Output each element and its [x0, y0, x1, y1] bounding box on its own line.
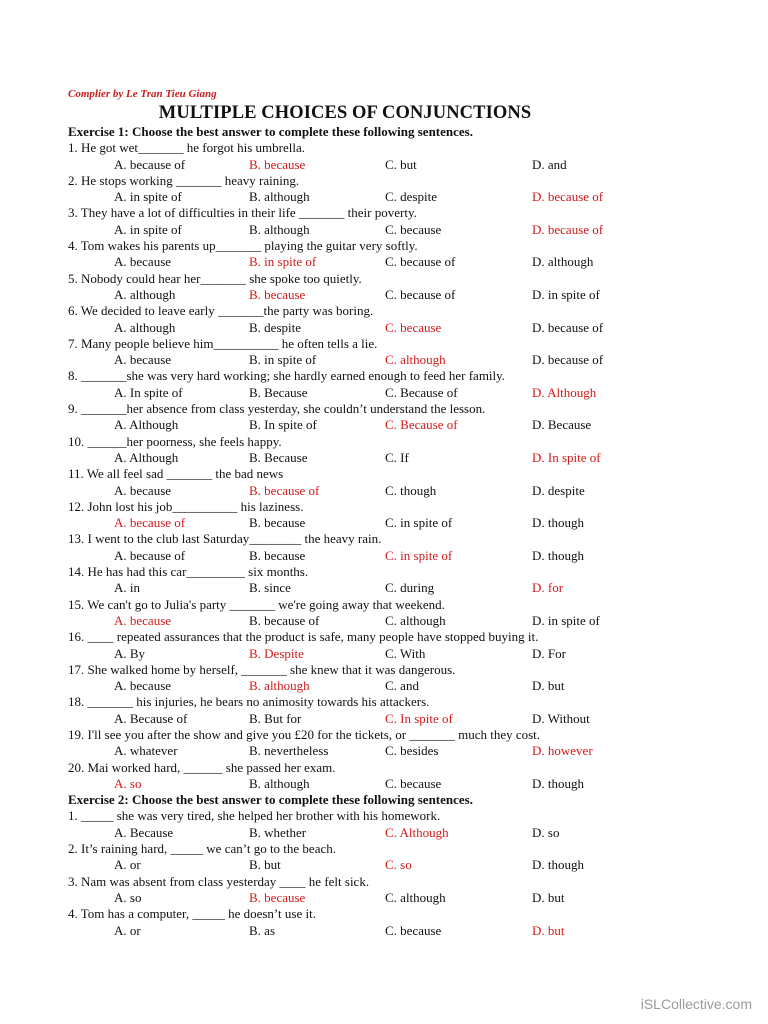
- option-d: D. in spite of: [532, 286, 600, 302]
- exercise-2: [68, 792, 628, 939]
- option-b: B. In spite of: [249, 417, 317, 433]
- option-c: C. because: [385, 775, 442, 791]
- option-d-correct: D. for: [532, 580, 564, 596]
- option-a: A. because: [114, 482, 172, 498]
- option-b: B. But for: [249, 710, 302, 726]
- answer-options: [68, 483, 628, 499]
- question-text: 3. Nam was absent from class yesterday ____ he felt sick.: [68, 873, 370, 889]
- question-text: 13. I went to the club last Saturday________ the heavy rain.: [68, 531, 382, 547]
- option-c-correct: C. although: [385, 352, 446, 368]
- option-b-correct: B. because: [249, 156, 306, 172]
- question-text: 5. Nobody could hear her_______ she spoke too quietly.: [68, 270, 362, 286]
- option-a: A. By: [114, 645, 146, 661]
- option-b: B. nevertheless: [249, 743, 329, 759]
- option-d: D. so: [532, 824, 560, 840]
- option-d: D. For: [532, 645, 566, 661]
- option-a: A. because of: [114, 547, 186, 563]
- answer-options: [68, 254, 628, 270]
- option-b: B. as: [249, 922, 275, 938]
- option-b-correct: B. in spite of: [249, 254, 317, 270]
- option-c-correct: C. In spite of: [385, 710, 453, 726]
- option-a: A. Although: [114, 417, 179, 433]
- compiler-credit: Complier by Le Tran Tieu Giang: [68, 88, 217, 100]
- option-c: C. If: [385, 449, 409, 465]
- exercises-container: [68, 124, 628, 939]
- question-text: 9. _______her absence from class yesterday, she couldn’t understand the lesson.: [68, 401, 486, 417]
- option-a: A. because: [114, 678, 172, 694]
- answer-options: [68, 157, 628, 173]
- question-text: 7. Many people believe him__________ he often tells a lie.: [68, 335, 378, 351]
- option-c: C. despite: [385, 189, 437, 205]
- option-a: A. because: [114, 254, 172, 270]
- question-text: 15. We can't go to Julia's party _______ we're going away that weekend.: [68, 596, 445, 612]
- option-b-correct: B. because: [249, 286, 306, 302]
- question-text: 11. We all feel sad _______ the bad news: [68, 466, 284, 482]
- option-b-correct: B. although: [249, 678, 310, 694]
- option-a: A. Although: [114, 449, 179, 465]
- answer-options: [68, 857, 628, 873]
- option-c: C. in spite of: [385, 515, 453, 531]
- option-b: B. despite: [249, 319, 301, 335]
- option-d: D. and: [532, 156, 567, 172]
- option-d: D. but: [532, 678, 565, 694]
- option-a: A. in spite of: [114, 221, 182, 237]
- answer-options: [68, 385, 628, 401]
- question-text: 6. We decided to leave early _______the party was boring.: [68, 303, 374, 319]
- option-a-correct: A. so: [114, 775, 142, 791]
- question-text: 17. She walked home by herself, _______ she knew that it was dangerous.: [68, 661, 456, 677]
- question-text: 20. Mai worked hard, ______ she passed her exam.: [68, 759, 336, 775]
- option-d-correct: D. because of: [532, 189, 604, 205]
- option-d: D. because of: [532, 319, 604, 335]
- answer-options: [68, 222, 628, 238]
- option-d: D. though: [532, 857, 584, 873]
- answer-options: [68, 450, 628, 466]
- answer-options: [68, 678, 628, 694]
- option-b: B. because: [249, 547, 306, 563]
- exercise-heading: Exercise 2: Choose the best answer to complete these following sentences.: [68, 792, 473, 808]
- option-c: C. during: [385, 580, 435, 596]
- option-d: D. Without: [532, 710, 590, 726]
- option-c: C. although: [385, 889, 446, 905]
- option-d-correct: D. In spite of: [532, 449, 601, 465]
- question-text: 8. _______she was very hard working; she hardly earned enough to feed her family.: [68, 368, 506, 384]
- option-c: C. and: [385, 678, 419, 694]
- option-d: D. though: [532, 547, 584, 563]
- option-b: B. although: [249, 189, 310, 205]
- answer-options: [68, 417, 628, 433]
- answer-options: [68, 352, 628, 368]
- answer-options: [68, 189, 628, 205]
- option-a: A. or: [114, 922, 141, 938]
- option-c: C. With: [385, 645, 426, 661]
- option-d-correct: D. Although: [532, 384, 597, 400]
- option-d: D. in spite of: [532, 612, 600, 628]
- question-text: 1. He got wet_______ he forgot his umbrella.: [68, 140, 305, 156]
- option-b: B. Because: [249, 384, 308, 400]
- option-c: C. because: [385, 922, 442, 938]
- option-b: B. but: [249, 857, 281, 873]
- option-c: C. because of: [385, 254, 456, 270]
- question-text: 4. Tom has a computer, _____ he doesn’t use it.: [68, 906, 316, 922]
- option-c: C. because: [385, 221, 442, 237]
- question-text: 12. John lost his job__________ his laziness.: [68, 498, 304, 514]
- option-a: A. although: [114, 319, 176, 335]
- answer-options: [68, 776, 628, 792]
- question-text: 18. _______ his injuries, he bears no animosity towards his attackers.: [68, 694, 430, 710]
- option-c-correct: C. because: [385, 319, 442, 335]
- question-text: 19. I'll see you after the show and give you £20 for the tickets, or _______ much they cost.: [68, 726, 541, 742]
- option-a: A. because: [114, 352, 172, 368]
- option-b: B. because of: [249, 612, 320, 628]
- question-text: 4. Tom wakes his parents up_______ playing the guitar very softly.: [68, 238, 418, 254]
- answer-options: [68, 890, 628, 906]
- option-a: A. Because of: [114, 710, 188, 726]
- option-b: B. although: [249, 221, 310, 237]
- option-b: B. because: [249, 515, 306, 531]
- answer-options: [68, 711, 628, 727]
- option-c: C. but: [385, 156, 417, 172]
- answer-options: [68, 613, 628, 629]
- option-c: C. besides: [385, 743, 439, 759]
- question-text: 2. It’s raining hard, _____ we can’t go to the beach.: [68, 841, 336, 857]
- question-text: 14. He has had this car_________ six months.: [68, 564, 309, 580]
- question-text: 2. He stops working _______ heavy raining.: [68, 172, 300, 188]
- option-b: B. whether: [249, 824, 307, 840]
- option-c: C. though: [385, 482, 437, 498]
- option-b-correct: B. because of: [249, 482, 320, 498]
- option-a: A. so: [114, 889, 142, 905]
- option-a: A. in: [114, 580, 140, 596]
- question-text: 1. _____ she was very tired, she helped her brother with his homework.: [68, 808, 441, 824]
- option-c-correct: C. Because of: [385, 417, 458, 433]
- option-d: D. though: [532, 515, 584, 531]
- option-c-correct: C. in spite of: [385, 547, 453, 563]
- answer-options: [68, 548, 628, 564]
- option-a: A. in spite of: [114, 189, 182, 205]
- question-text: 10. ______her poorness, she feels happy.: [68, 433, 282, 449]
- option-a-correct: A. because of: [114, 515, 186, 531]
- answer-options: [68, 646, 628, 662]
- option-a: A. Because: [114, 824, 174, 840]
- option-a: A. although: [114, 286, 176, 302]
- answer-options: [68, 580, 628, 596]
- answer-options: [68, 320, 628, 336]
- option-a: A. because of: [114, 156, 186, 172]
- option-c: C. although: [385, 612, 446, 628]
- option-c-correct: C. so: [385, 857, 412, 873]
- answer-options: [68, 515, 628, 531]
- page-title: MULTIPLE CHOICES OF CONJUNCTIONS: [158, 103, 532, 123]
- option-c-correct: C. Although: [385, 824, 449, 840]
- option-c: C. Because of: [385, 384, 458, 400]
- option-d: D. because of: [532, 352, 604, 368]
- option-d-correct: D. but: [532, 922, 565, 938]
- answer-options: [68, 287, 628, 303]
- answer-options: [68, 923, 628, 939]
- option-d: D. but: [532, 889, 565, 905]
- option-a: A. In spite of: [114, 384, 183, 400]
- option-b: B. Because: [249, 449, 308, 465]
- option-c: C. because of: [385, 286, 456, 302]
- option-b: B. although: [249, 775, 310, 791]
- option-d: D. Because: [532, 417, 592, 433]
- option-d: D. though: [532, 775, 584, 791]
- option-b: B. in spite of: [249, 352, 317, 368]
- option-d: D. although: [532, 254, 594, 270]
- site-watermark: iSLCollective.com: [640, 996, 752, 1012]
- option-a: A. whatever: [114, 743, 178, 759]
- exercise-1: [68, 124, 628, 792]
- answer-options: [68, 825, 628, 841]
- option-d-correct: D. however: [532, 743, 593, 759]
- answer-options: [68, 743, 628, 759]
- option-d: D. despite: [532, 482, 585, 498]
- worksheet: [68, 86, 628, 939]
- option-b: B. since: [249, 580, 291, 596]
- option-a: A. or: [114, 857, 141, 873]
- question-text: 3. They have a lot of difficulties in their life _______ their poverty.: [68, 205, 417, 221]
- question-text: 16. ____ repeated assurances that the product is safe, many people have stopped buying it.: [68, 629, 539, 645]
- option-a-correct: A. because: [114, 612, 172, 628]
- option-d-correct: D. because of: [532, 221, 604, 237]
- option-b-correct: B. because: [249, 889, 306, 905]
- exercise-heading: Exercise 1: Choose the best answer to complete these following sentences.: [68, 124, 473, 139]
- option-b-correct: B. Despite: [249, 645, 304, 661]
